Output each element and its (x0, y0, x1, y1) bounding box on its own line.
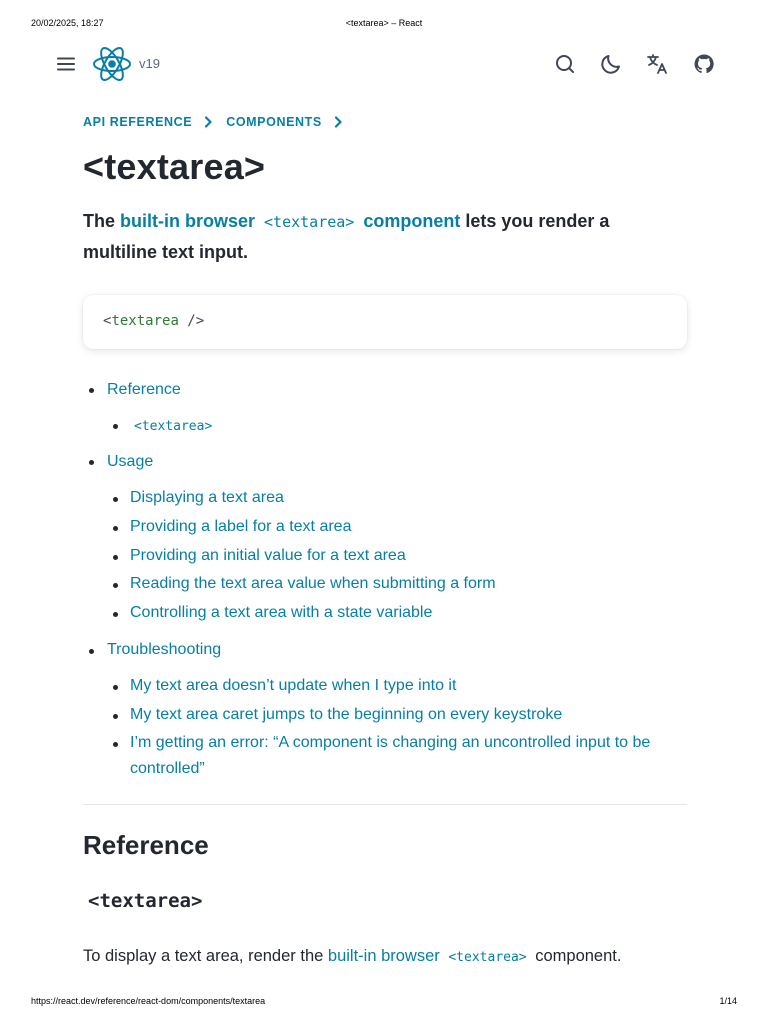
print-datetime: 20/02/2025, 18:27 (31, 18, 104, 28)
code-tag-name: textarea (111, 313, 179, 329)
reference-paragraph (83, 943, 687, 971)
toc-troubleshooting-item[interactable]: My text area caret jumps to the beginning on every keystroke (130, 706, 563, 723)
print-url: https://react.dev/reference/react-dom/components/textarea (31, 996, 266, 1006)
chevron-right-icon (331, 115, 345, 129)
para-prefix: To display a text area, render the (83, 947, 328, 965)
toc-usage-item[interactable]: Providing an initial value for a text area (130, 547, 406, 564)
toc-troubleshooting[interactable]: Troubleshooting (107, 641, 222, 658)
chevron-right-icon (201, 115, 215, 129)
toc-bullet (89, 460, 94, 465)
github-icon[interactable] (692, 52, 716, 76)
code-self-close: /> (178, 313, 205, 329)
toc-bullet (113, 526, 118, 531)
toc-usage-item[interactable]: Displaying a text area (130, 489, 284, 506)
toc-bullet (113, 555, 118, 560)
search-icon[interactable] (553, 52, 577, 76)
toc-reference[interactable]: Reference (107, 381, 181, 398)
toc-usage[interactable]: Usage (107, 453, 154, 470)
toc-bullet (113, 685, 118, 690)
textarea-code-link[interactable]: <textarea> (448, 950, 527, 965)
menu-icon[interactable] (54, 52, 78, 76)
react-logo-icon[interactable] (90, 44, 134, 84)
toc-usage-item[interactable]: Controlling a text area with a state variable (130, 604, 433, 621)
toc-bullet (113, 583, 118, 588)
print-page-number: 1/14 (719, 996, 737, 1006)
page-title: <textarea> (83, 146, 266, 187)
intro-prefix: The (83, 211, 121, 231)
toc-bullet (89, 388, 94, 393)
toc-reference-textarea[interactable]: <textarea> (134, 419, 213, 434)
toc-usage-item[interactable]: Providing a label for a text area (130, 518, 352, 535)
toc-usage-item[interactable]: Reading the text area value when submitting a form (130, 575, 496, 592)
breadcrumb-components[interactable]: COMPONENTS (226, 115, 322, 129)
toc-bullet (113, 742, 118, 747)
textarea-code-link[interactable]: <textarea> (264, 213, 355, 231)
toc-bullet (113, 497, 118, 502)
breadcrumb-api-reference[interactable]: API REFERENCE (83, 115, 193, 129)
top-navigation (0, 44, 768, 84)
toc-bullet (113, 612, 118, 617)
built-in-browser-link[interactable]: built-in browser (120, 211, 256, 231)
section-divider (83, 804, 687, 805)
code-open-bracket: < (103, 313, 112, 329)
toc-bullet (89, 649, 94, 654)
textarea-subheading: <textarea> (88, 890, 203, 912)
para-suffix: component. (530, 947, 622, 965)
intro-paragraph (83, 206, 687, 267)
moon-icon[interactable] (599, 52, 623, 76)
toc-troubleshooting-item[interactable]: I’m getting an error: “A component is changing an uncontrolled input to be controlled” (130, 734, 651, 777)
translate-icon[interactable] (645, 52, 669, 76)
breadcrumb (83, 114, 356, 130)
reference-heading: Reference (83, 830, 209, 860)
toc-bullet (113, 424, 118, 429)
toc-bullet (113, 714, 118, 719)
component-link[interactable]: component (363, 211, 461, 231)
version-label[interactable]: v19 (139, 56, 160, 71)
print-page-title: <textarea> – React (345, 18, 423, 28)
intro-suffix: lets you render a multiline text input. (83, 211, 610, 262)
toc-troubleshooting-item[interactable]: My text area doesn’t update when I type into it (130, 677, 457, 694)
code-block (83, 295, 687, 349)
built-in-browser-link[interactable]: built-in browser (327, 947, 440, 965)
